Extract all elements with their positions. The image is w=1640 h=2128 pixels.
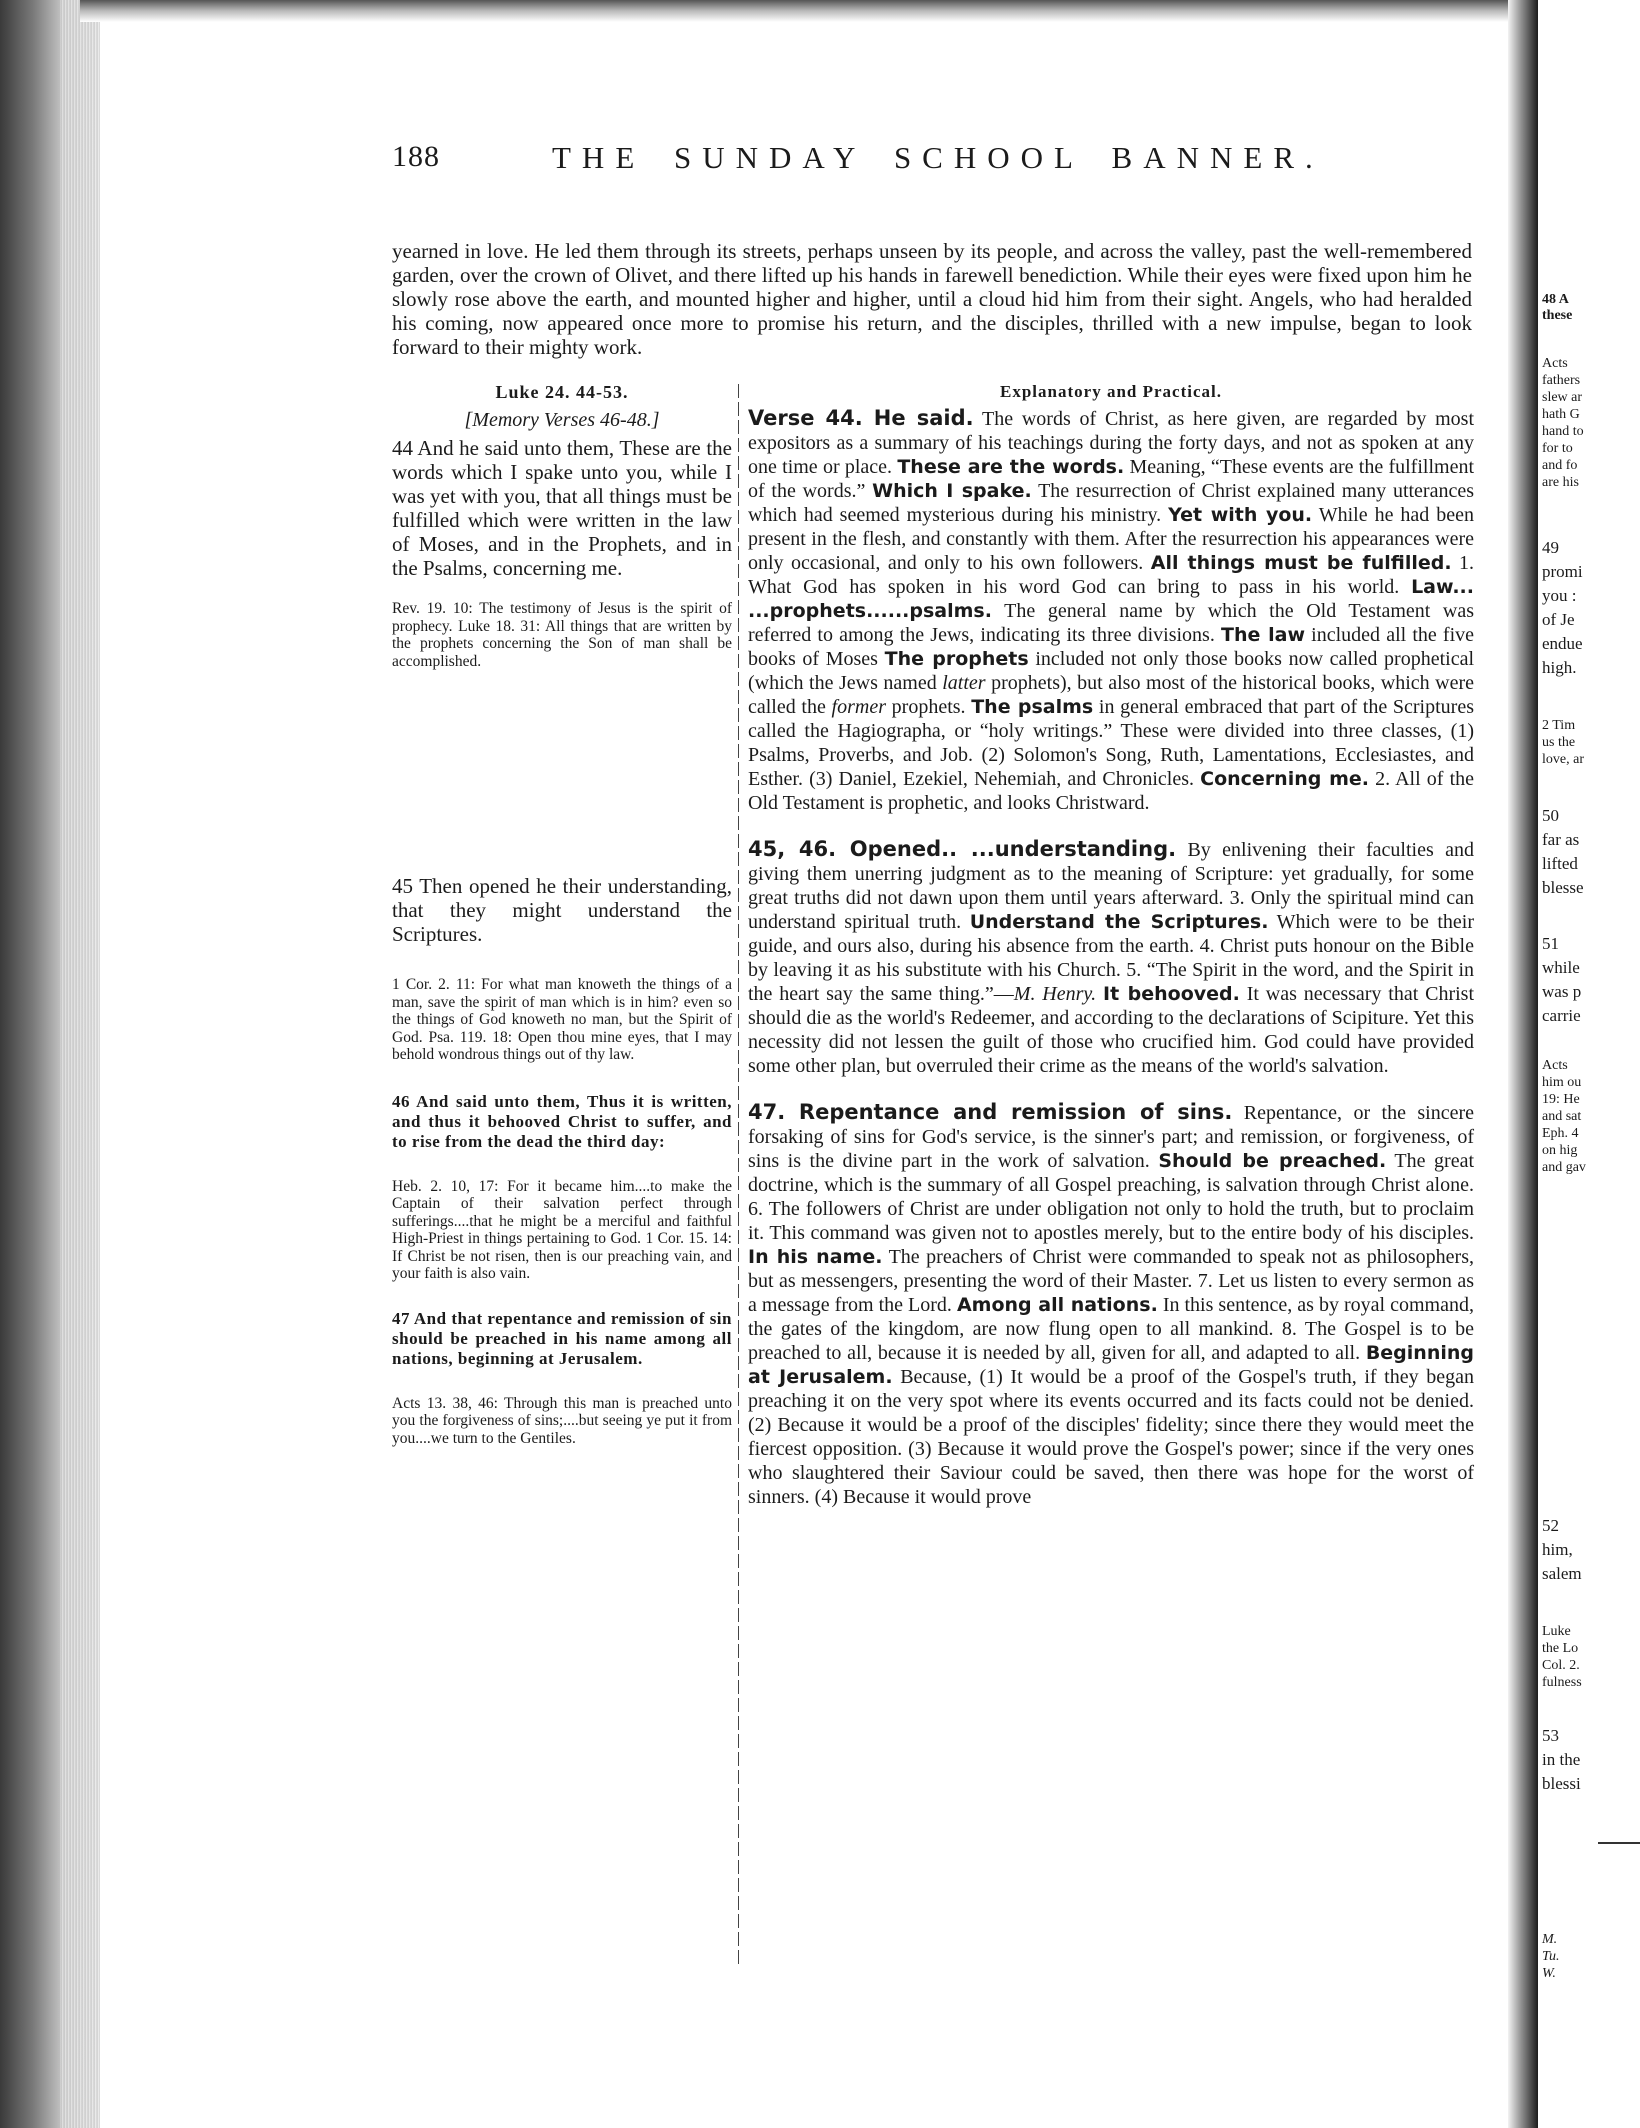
keyword: ...prophets......psalms. xyxy=(748,600,992,622)
lesson-reference: Luke 24. 44-53. xyxy=(495,382,629,402)
facing-page-line: endue xyxy=(1542,634,1583,653)
references-45: 1 Cor. 2. 11: For what man knoweth the things of a man, save the spirit of man which is in him? even so the things of God knoweth no man, but the Spirit of God. Psa. 119. 18: Open thou mine eyes, that I may behold wondrous things out of thy law. xyxy=(392,976,732,1063)
verse-46: 46 And said unto them, Thus it is written, and thus it behooved Christ to suffer, and to rise from the dead the third day: xyxy=(392,1091,732,1151)
facing-page-line: and gav xyxy=(1542,1160,1586,1175)
keyword: The prophets xyxy=(884,648,1029,670)
page-number: 188 xyxy=(392,140,440,173)
facing-page-line: fulness xyxy=(1542,1675,1582,1690)
facing-page-line: us the xyxy=(1542,735,1576,750)
facing-page-line: love, ar xyxy=(1542,752,1584,767)
keyword: Beginning at Jerusalem. xyxy=(748,1342,1474,1388)
facing-page-line: 51 xyxy=(1542,934,1559,953)
facing-page-line: for to xyxy=(1542,441,1573,456)
facing-page-line: blesse xyxy=(1542,878,1584,897)
references-44: Rev. 19. 10: The testimony of Jesus is the spirit of prophecy. Luke 18. 31: All things that are written by the prophets concerning the Son of man shall be accomplished. xyxy=(392,600,732,670)
facing-page-line: the Lo xyxy=(1542,1641,1579,1656)
facing-page-line: high. xyxy=(1542,658,1577,677)
facing-page-line: promi xyxy=(1542,562,1583,581)
keyword: Among all nations. xyxy=(956,1294,1158,1316)
facing-page-line: Eph. 4 xyxy=(1542,1126,1579,1141)
facing-page-line: of Je xyxy=(1542,610,1575,629)
facing-page-line: him ou xyxy=(1542,1075,1582,1090)
commentary-verses-45-46: 45, 46. Opened.. ...understanding. By enlivening their faculties and giving them unerring judgment as to the meaning of Scripture: yet gradually, for some great truths did not dawn upon them until years afterward. 3. Only the spiritual mind can understand spiritual truth. Understand the Scriptures. Which were to be their guide, and ours also, during his absence from the earth. 4. Christ puts honour on the Bible by leaving it as his substitute with his Church. 5. “The Spirit in the word, and the Spirit in the heart say the same thing.”—M. Henry. It behooved. It was necessary that Christ should die as the world's Redeemer, and according to the declarations of Scipiture. Yet this necessity did not lessen the guilt of those who crucified him. God could have provided some other plan, but overruled their crime as the means of the world's salvation. xyxy=(748,837,1475,1077)
facing-page-line: carrie xyxy=(1542,1006,1581,1025)
facing-page-line: hand to xyxy=(1542,424,1584,439)
facing-page-line: on hig xyxy=(1542,1143,1578,1158)
keyword: In his name. xyxy=(748,1246,883,1268)
facing-page-line: 50 xyxy=(1542,806,1559,825)
facing-page-line: Acts xyxy=(1542,1058,1568,1073)
facing-page-line: hath G xyxy=(1542,407,1580,422)
facing-page-line: are his xyxy=(1542,475,1579,490)
facing-page-line: 19: He xyxy=(1542,1092,1580,1107)
facing-page-line: these xyxy=(1542,308,1573,323)
facing-page-line: 49 xyxy=(1542,538,1559,557)
keyword: The law xyxy=(1221,624,1306,646)
keyword: These are the words. xyxy=(897,456,1125,478)
memory-verses-note: [Memory Verses 46-48.] xyxy=(464,409,660,431)
facing-page-line: salem xyxy=(1542,1564,1582,1583)
facing-page-line: blessi xyxy=(1542,1774,1581,1793)
keyword: 45, 46. Opened.. ...understanding. xyxy=(748,837,1177,861)
facing-page-line: slew ar xyxy=(1542,390,1583,405)
references-46: Heb. 2. 10, 17: For it became him....to make the Captain of their salvation perfect through sufferings....that he might be a merciful and faithful High-Priest in things pertaining to God. 1 Cor. 15. 14: If Christ be not risen, then is our preaching vain, and your faith is also vain. xyxy=(392,1177,732,1282)
verse-47: 47 And that repentance and remission of sin should be preached in his name among all nations, beginning at Jerusalem. xyxy=(392,1308,732,1368)
journal-title: THE SUNDAY SCHOOL BANNER. xyxy=(552,140,1324,175)
facing-page-fragment xyxy=(1538,0,1640,2128)
keyword: Yet with you. xyxy=(1168,504,1313,526)
facing-page-line: 2 Tim xyxy=(1542,718,1576,733)
commentary-column xyxy=(748,382,1474,1509)
keyword: All things must be fulfilled. xyxy=(1150,552,1452,574)
facing-page-line: fathers xyxy=(1542,373,1581,388)
facing-page-line: 53 xyxy=(1542,1726,1559,1745)
facing-page-line: Col. 2. xyxy=(1542,1658,1580,1673)
facing-page-line: while xyxy=(1542,958,1580,977)
facing-page-line: Acts xyxy=(1542,356,1568,371)
verse-45: 45 Then opened he their understanding, that they might understand the Scriptures. xyxy=(392,874,732,946)
keyword: The psalms xyxy=(971,696,1094,718)
keyword: 47. Repentance and remission of sins. xyxy=(748,1100,1233,1124)
intro-paragraph: yearned in love. He led them through its streets, perhaps unseen by its people, and across the valley, past the well-remembered garden, over the crown of Olivet, and there lifted up his hands in farewell benediction. While their eyes were fixed upon him he slowly rose above the earth, and mounted higher and higher, until a cloud hid him from their sight. Angels, who had heralded his coming, now appeared once more to promise his return, and the disciples, thrilled with a new impulse, began to look forward to their mighty work. xyxy=(392,239,1472,359)
facing-page-line: him, xyxy=(1542,1540,1573,1559)
keyword: Should be preached. xyxy=(1158,1150,1387,1172)
facing-page-line: you : xyxy=(1542,586,1577,605)
verse-44: 44 And he said unto them, These are the words which I spake unto you, while I was yet with you, that all things must be fulfilled which were written in the law of Moses, and in the Prophets, and in the Psalms, concerning me. xyxy=(392,436,732,580)
facing-page-line: W. xyxy=(1542,1966,1556,1981)
facing-page-line: Luke xyxy=(1542,1624,1571,1639)
keyword: Understand the Scriptures. xyxy=(969,911,1269,933)
facing-page-rule xyxy=(1598,1842,1640,1844)
page-edges xyxy=(60,0,100,2128)
references-47: Acts 13. 38, 46: Through this man is preached unto you the forgiveness of sins;....but seeing ye put it from you....we turn to the Gentiles. xyxy=(392,1394,732,1447)
facing-page-line: in the xyxy=(1542,1750,1581,1769)
keyword: Verse 44. He said. xyxy=(748,406,974,430)
facing-page-line: and sat xyxy=(1542,1109,1582,1124)
keyword: Law... xyxy=(1411,576,1474,598)
facing-page-line: 48 A xyxy=(1542,292,1569,307)
facing-page-line: and fo xyxy=(1542,458,1578,473)
keyword: Concerning me. xyxy=(1200,768,1369,790)
keyword: Which I spake. xyxy=(872,480,1032,502)
keyword: It behooved. xyxy=(1103,983,1240,1005)
section-heading: Explanatory and Practical. xyxy=(1000,382,1222,401)
commentary-verse-44: Verse 44. He said. The words of Christ, as here given, are regarded by most expositors as a summary of his teachings during the forty days, and not as spoken at any one time or place. These are the words. Meaning, “These events are the fulfillment of the words.” Which I spake. The resurrection of Christ explained many utterances which had seemed mysterious during his ministry. Yet with you. While he had been present in the flesh, and constantly with them. After the resurrection his appearances were only occasional, and only to his own followers. All things must be fulfilled. 1. What God has spoken in his word God can bring to pass in his world. Law... ...prophets......psalms. The general name by which the Old Testament was referred to among the Jews, indicating its three divisions. The law included all the five books of Moses The prophets included not only those books now called prophetical (which the Jews named latter prophets), but also most of the historical books, which were called the former prophets. The psalms in general embraced that part of the Scriptures called the Hagiographa, or “holy writings.” These were divided into three classes, (1) Psalms, Proverbs, and Job. (2) Solomon's Song, Ruth, Lamentations, Ecclesiastes, and Esther. (3) Daniel, Ezekiel, Nehemiah, and Chronicles. Concerning me. 2. All of the Old Testament is prophetic, and looks Christward. xyxy=(748,406,1475,814)
facing-page-line: was p xyxy=(1542,982,1582,1001)
facing-page-line: M. xyxy=(1542,1932,1558,1947)
facing-page-line: Tu. xyxy=(1542,1949,1560,1964)
center-book-gutter xyxy=(1508,0,1538,2128)
column-divider xyxy=(738,384,739,1964)
facing-page-line: lifted xyxy=(1542,854,1578,873)
scripture-column xyxy=(392,382,732,1447)
commentary-verse-47: 47. Repentance and remission of sins. Repentance, or the sincere forsaking of sins for God's service, is the sinner's part; and remission, or forgiveness, of sins is the divine part in the work of salvation. Should be preached. The great doctrine, which is the summary of all Gospel preaching, is salvation through Christ alone. 6. The followers of Christ are under obligation not only to hold the truth, but to proclaim it. This command was given not to apostles merely, but to the entire body of his disciples. In his name. The preachers of Christ were commanded to speak not as philosophers, but as messengers, presenting the word of their Master. 7. Let us listen to every sermon as a message from the Lord. Among all nations. In this sentence, as by royal command, the gates of the kingdom, are now flung open to all mankind. 8. The Gospel is to be preached to all, because it is needed by all, given for all, and adapted to all. Beginning at Jerusalem. Because, (1) It would be a proof of the Gospel's truth, if they began preaching it on the very spot where its events occurred and its facts could not be denied. (2) Because it would be a proof of the disciples' fidelity; since there they would meet the fiercest opposition. (3) Because it would prove the Gospel's power; since if the very ones who slaughtered their Saviour could be saved, then there was hope for the worst of sinners. (4) Because it would prove xyxy=(748,1100,1475,1508)
facing-page-line: 52 xyxy=(1542,1516,1559,1535)
facing-page-line: far as xyxy=(1542,830,1580,849)
top-shadow xyxy=(80,0,1530,22)
running-header xyxy=(392,140,1472,180)
